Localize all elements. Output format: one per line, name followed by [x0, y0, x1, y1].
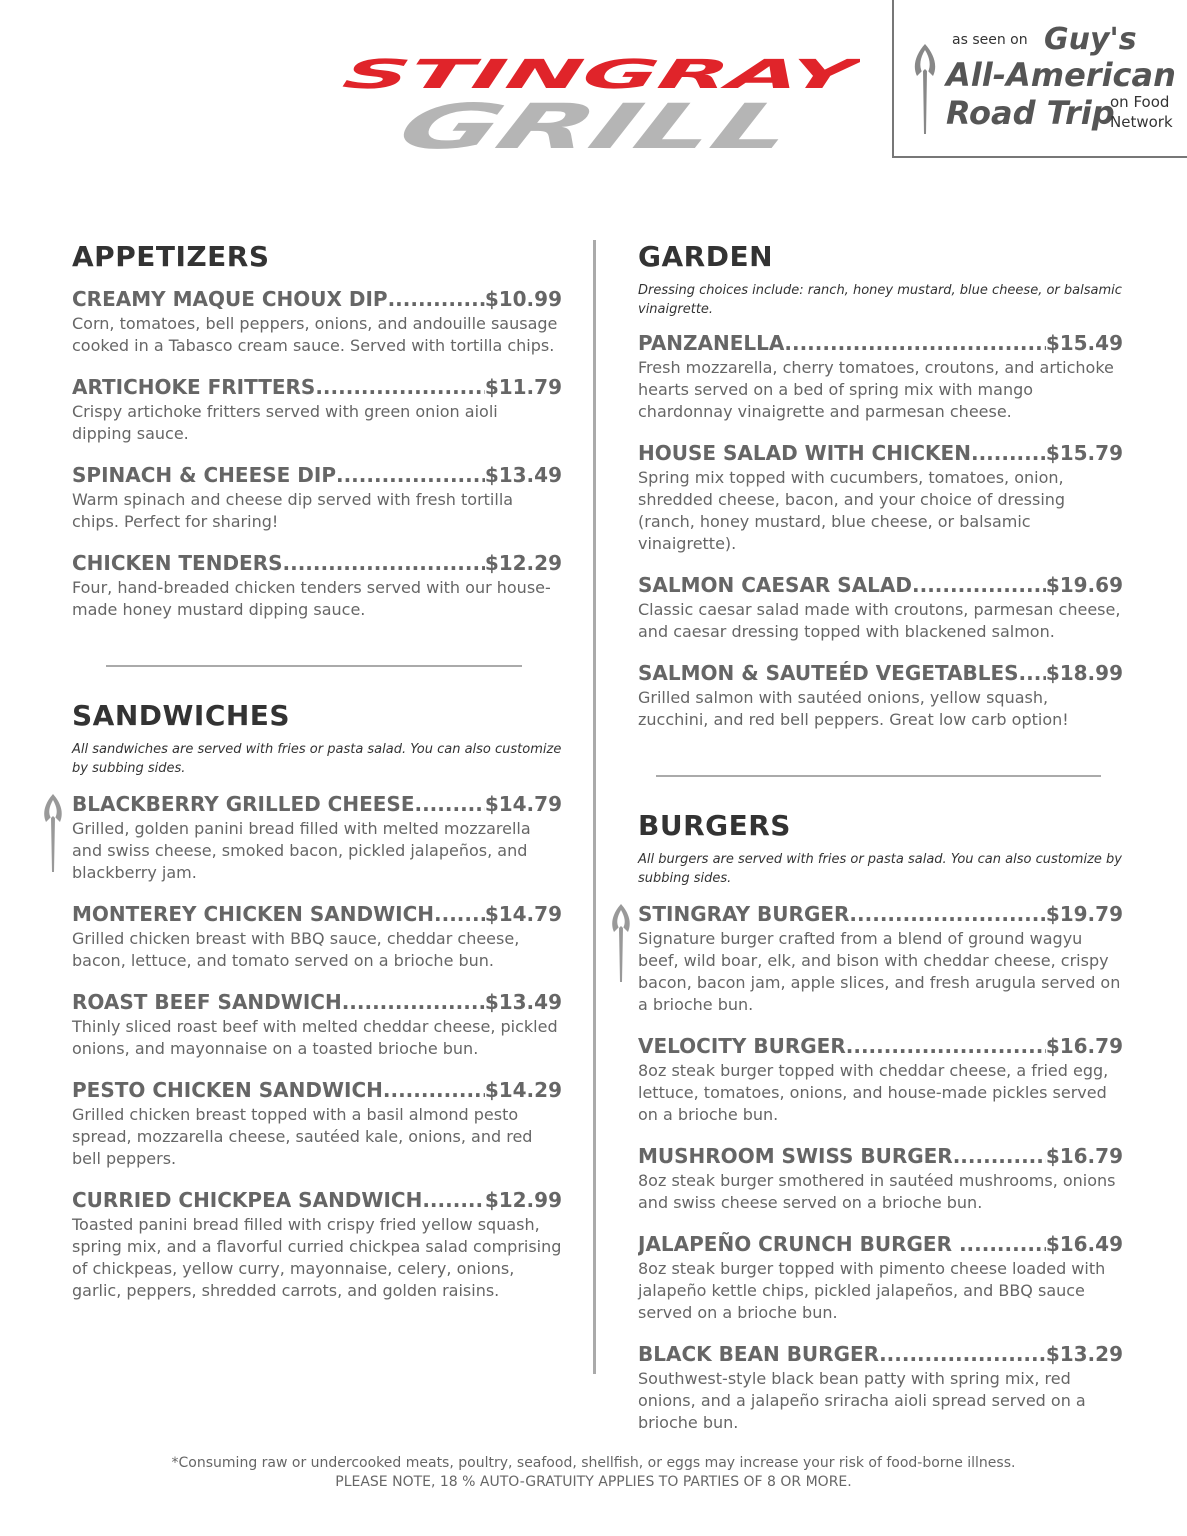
menu-item [638, 902, 1123, 1016]
item-description: Classic caesar salad made with croutons, parmesan cheese, and caesar dressing topped with blackened salmon. [638, 600, 1121, 641]
item-price: $12.29 [484, 551, 562, 575]
item-name: CHICKEN TENDERS [72, 551, 283, 575]
logo-secondary: GRILL [387, 91, 618, 160]
item-price: $15.49 [1045, 331, 1123, 355]
item-description: Corn, tomatoes, bell peppers, onions, and andouille sausage cooked in a Tabasco cream sauce. Served with tortilla chips. [72, 314, 558, 355]
signature-item-icon [610, 904, 632, 982]
item-description: Spring mix topped with cucumbers, tomatoes, onion, shredded cheese, bacon, and your choice of dressing (ranch, honey mustard, blue cheese, or balsamic vinaigrette). [638, 468, 1066, 553]
item-description: Thinly sliced roast beef with melted cheddar cheese, pickled onions, and mayonnaise on a toasted brioche bun. [72, 1017, 558, 1058]
item-price: $16.79 [1045, 1034, 1123, 1058]
menu-item [72, 375, 562, 445]
item-name: CREAMY MAQUE CHOUX DIP [72, 287, 388, 311]
left-column [72, 240, 562, 1302]
footer-disclaimer [0, 1454, 1187, 1492]
item-price: $13.49 [484, 990, 562, 1014]
item-name: SPINACH & CHEESE DIP [72, 463, 336, 487]
badge-line3: Road Trip [946, 94, 1115, 132]
item-name: PESTO CHICKEN SANDWICH [72, 1078, 383, 1102]
stingray-grill-logo [330, 50, 860, 160]
section-note: All burgers are served with fries or pasta salad. You can also customize by subbing sides. [638, 852, 1122, 886]
menu-item [72, 1188, 562, 1302]
section-separator [656, 775, 1101, 777]
section-separator [106, 665, 522, 667]
menu-item [72, 287, 562, 357]
item-price: $11.79 [484, 375, 562, 399]
item-name: VELOCITY BURGER [638, 1034, 846, 1058]
item-price: $10.99 [484, 287, 562, 311]
badge-prefix: as seen on [952, 32, 1028, 48]
menu-item [72, 463, 562, 533]
item-description: Warm spinach and cheese dip served with fresh tortilla chips. Perfect for sharing! [72, 490, 514, 531]
item-price: $18.99 [1045, 661, 1123, 685]
item-name: MONTEREY CHICKEN SANDWICH [72, 902, 434, 926]
item-description: Grilled chicken breast topped with a basil almond pesto spread, mozzarella cheese, sautéed kale, onions, and red bell peppers. [72, 1105, 533, 1168]
column-divider [593, 240, 596, 1374]
item-name: STINGRAY BURGER [638, 902, 850, 926]
item-description: Four, hand-breaded chicken tenders served with our house-made honey mustard dipping sauce. [72, 578, 551, 619]
menu-item [638, 661, 1123, 731]
item-description: Crispy artichoke fritters served with green onion aioli dipping sauce. [72, 402, 498, 443]
burgers-section [638, 809, 1123, 1434]
item-price: $16.49 [1045, 1232, 1123, 1256]
item-name: SALMON & SAUTEÉD VEGETABLES [638, 661, 1019, 685]
item-name: PANZANELLA [638, 331, 785, 355]
item-description: Toasted panini bread filled with crispy fried yellow squash, spring mix, and a flavorful curried chickpea salad comprising of chickpeas, yellow curry, mayonnaise, celery, onions, garlic, peppers, shredded carrots, and golden raisins. [72, 1215, 562, 1300]
menu-item [638, 331, 1123, 423]
menu-item [72, 990, 562, 1060]
item-description: Grilled chicken breast with BBQ sauce, cheddar cheese, bacon, lettuce, and tomato served on a brioche bun. [72, 929, 520, 970]
right-column [638, 240, 1123, 1434]
item-name: SALMON CAESAR SALAD [638, 573, 913, 597]
footer-line2: PLEASE NOTE, 18 % AUTO-GRATUITY APPLIES TO PARTIES OF 8 OR MORE. [335, 1474, 852, 1490]
item-description: 8oz steak burger smothered in sautéed mushrooms, onions and swiss cheese served on a brioche bun. [638, 1171, 1116, 1212]
item-description: Grilled salmon with sautéed onions, yellow squash, zucchini, and red bell peppers. Great low carb option! [638, 688, 1069, 729]
item-description: Grilled, golden panini bread filled with melted mozzarella and swiss cheese, smoked bacon, pickled jalapeños, and blackberry jam. [72, 819, 531, 882]
badge-line2: All-American [946, 56, 1176, 94]
section-note: Dressing choices include: ranch, honey mustard, blue cheese, or balsamic vinaigrette. [638, 283, 1122, 317]
menu-item [72, 1078, 562, 1170]
menu-item [638, 1034, 1123, 1126]
sandwiches-section [72, 699, 562, 1302]
item-price: $19.79 [1045, 902, 1123, 926]
item-description: Signature burger crafted from a blend of ground wagyu beef, wild boar, elk, and bison with cheddar cheese, crispy bacon, bacon jam, apple slices, and fresh arugula served on a brioche bun. [638, 929, 1121, 1014]
item-price: $13.29 [1045, 1342, 1123, 1366]
item-price: $14.79 [484, 902, 562, 926]
item-price: $19.69 [1045, 573, 1123, 597]
item-description: Southwest-style black bean patty with spring mix, red onions, and a jalapeño sriracha aioli spread served on a brioche bun. [638, 1369, 1086, 1432]
appetizers-section [72, 240, 562, 621]
item-name: BLACKBERRY GRILLED CHEESE [72, 792, 415, 816]
item-name: JALAPEÑO CRUNCH BURGER [638, 1232, 959, 1256]
badge-suffix1: on Food [1110, 93, 1170, 111]
item-description: Fresh mozzarella, cherry tomatoes, croutons, and artichoke hearts served on a bed of spring mix with mango chardonnay vinaigrette and parmesan cheese. [638, 358, 1114, 421]
menu-item [72, 902, 562, 972]
item-name: CURRIED CHICKPEA SANDWICH [72, 1188, 423, 1212]
item-price: $12.99 [484, 1188, 562, 1212]
badge-suffix2: Network [1110, 113, 1173, 131]
item-name: ROAST BEEF SANDWICH [72, 990, 342, 1014]
item-price: $14.79 [484, 792, 562, 816]
section-title-garden: GARDEN [638, 240, 774, 273]
logo-primary: STINGRAY [338, 50, 573, 98]
item-name: BLACK BEAN BURGER [638, 1342, 880, 1366]
section-title-sandwiches: SANDWICHES [72, 699, 291, 732]
menu-item [638, 1144, 1123, 1214]
garden-section [638, 240, 1123, 731]
menu-item [72, 792, 562, 884]
item-price: $14.29 [484, 1078, 562, 1102]
menu-item [72, 551, 562, 621]
item-price: $13.49 [484, 463, 562, 487]
section-title-appetizers: APPETIZERS [72, 240, 270, 273]
stingray-emblem-icon [912, 44, 938, 134]
section-title-burgers: BURGERS [638, 809, 791, 842]
footer-line1: *Consuming raw or undercooked meats, poultry, seafood, shellfish, or eggs may increase your risk of food-borne illness. [171, 1455, 1016, 1471]
item-name: HOUSE SALAD WITH CHICKEN [638, 441, 971, 465]
as-seen-on-badge [892, 0, 1187, 158]
logo-graphic [330, 50, 860, 160]
signature-item-icon [42, 794, 64, 872]
item-price: $16.79 [1045, 1144, 1123, 1168]
menu-item [638, 1342, 1123, 1434]
item-description: 8oz steak burger topped with pimento cheese loaded with jalapeño kettle chips, pickled jalapeños, and BBQ sauce served on a brioche bun. [638, 1259, 1106, 1322]
menu-item [638, 1232, 1123, 1324]
item-price: $15.79 [1045, 441, 1123, 465]
item-description: 8oz steak burger topped with cheddar cheese, a fried egg, lettuce, tomatoes, onions, and house-made pickles served on a brioche bun. [638, 1061, 1109, 1124]
menu-item [638, 441, 1123, 555]
badge-line1: Guy's [1044, 22, 1137, 57]
section-note: All sandwiches are served with fries or pasta salad. You can also customize by subbing sides. [72, 742, 562, 776]
item-name: MUSHROOM SWISS BURGER [638, 1144, 953, 1168]
item-name: ARTICHOKE FRITTERS [72, 375, 316, 399]
menu-item [638, 573, 1123, 643]
